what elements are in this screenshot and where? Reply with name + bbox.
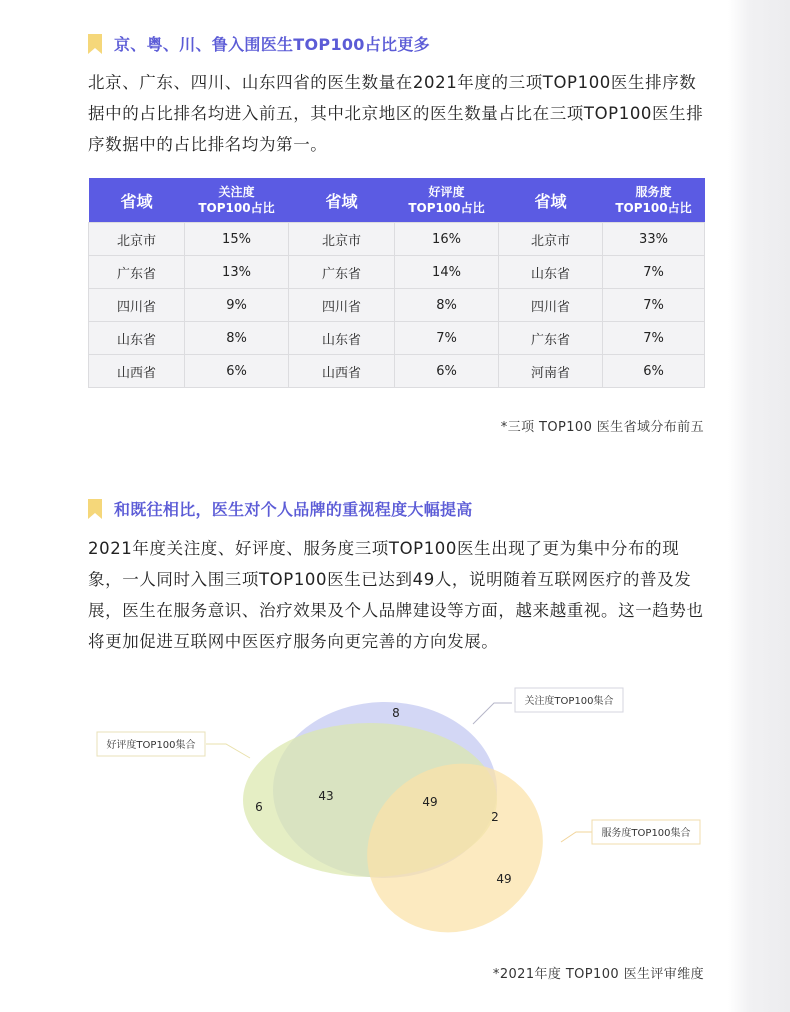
- table-cell: 9%: [185, 289, 289, 322]
- table-cell: 北京市: [289, 223, 395, 256]
- table-cell: 四川省: [499, 289, 603, 322]
- table-cell: 8%: [395, 289, 499, 322]
- section1-paragraph: 北京、广东、四川、山东四省的医生数量在2021年度的三项TOP100医生排序数据中的占比排名均进入前五，其中北京地区的医生数量占比在三项TOP100医生排序数据中的占比排名均为第一。: [88, 73, 704, 154]
- section2-heading: 和既往相比，医生对个人品牌的重视程度大幅提高: [114, 500, 473, 519]
- rating-leader-line: [206, 744, 250, 758]
- table-cell: 北京市: [89, 223, 185, 256]
- table-cell: 16%: [395, 223, 499, 256]
- col-header-province: 省域: [89, 178, 185, 223]
- count-attention-rating: 43: [318, 789, 334, 803]
- table-cell: 山东省: [499, 256, 603, 289]
- table-cell: 北京市: [499, 223, 603, 256]
- table-cell: 四川省: [89, 289, 185, 322]
- table-cell: 山东省: [89, 322, 185, 355]
- service-leader-line: [561, 832, 592, 842]
- table-cell: 山东省: [289, 322, 395, 355]
- count-rating-only: 6: [255, 800, 263, 814]
- col-header-attention-line2: TOP100占比: [198, 201, 275, 215]
- table-cell: 8%: [185, 322, 289, 355]
- table-cell: 7%: [603, 289, 705, 322]
- col-header-attention-line1: 关注度: [218, 185, 255, 199]
- col-header-service-line2: TOP100占比: [615, 201, 692, 215]
- col-header-province: 省域: [499, 178, 603, 223]
- count-attention-only: 8: [392, 706, 400, 720]
- section1-heading: 京、粤、川、鲁入围医生TOP100占比更多: [114, 35, 430, 54]
- table-cell: 四川省: [289, 289, 395, 322]
- col-header-rating-line1: 好评度: [428, 185, 465, 199]
- col-header-rating-line2: TOP100占比: [408, 201, 485, 215]
- count-all-three: 49: [422, 795, 438, 809]
- table-cell: 7%: [603, 322, 705, 355]
- col-header-service-line1: 服务度: [635, 185, 672, 199]
- table-cell: 广东省: [89, 256, 185, 289]
- table-cell: 13%: [185, 256, 289, 289]
- table-cell: 山西省: [289, 355, 395, 388]
- table-cell: 15%: [185, 223, 289, 256]
- section2-paragraph: 2021年度关注度、好评度、服务度三项TOP100医生出现了更为集中分布的现象，一人同时入围三项TOP100医生已达到49人，说明随着互联网医疗的普及发展，医生在服务意识、治疗效果及个人品牌建设等方面，越来越重视。这一趋势也将更加促进互联网中医医疗服务向更完善的方向发展。: [88, 539, 704, 651]
- table-cell: 6%: [185, 355, 289, 388]
- table-cell: 河南省: [499, 355, 603, 388]
- table-cell: 广东省: [289, 256, 395, 289]
- service-label: 服务度TOP100集合: [601, 828, 691, 839]
- table-cell: 33%: [603, 223, 705, 256]
- venn-footnote: *2021年度 TOP100 医生评审维度: [492, 967, 704, 982]
- count-attention-service: 2: [491, 810, 499, 824]
- rating-label: 好评度TOP100集合: [106, 740, 196, 751]
- table-cell: 广东省: [499, 322, 603, 355]
- attention-leader-line: [473, 703, 512, 724]
- table-cell: 14%: [395, 256, 499, 289]
- attention-label: 关注度TOP100集合: [524, 696, 614, 707]
- col-header-province: 省域: [289, 178, 395, 223]
- count-service-only: 49: [496, 872, 512, 886]
- table-cell: 6%: [395, 355, 499, 388]
- table-footnote: *三项 TOP100 医生省域分布前五: [500, 420, 704, 435]
- table-cell: 山西省: [89, 355, 185, 388]
- table-cell: 7%: [603, 256, 705, 289]
- table-cell: 6%: [603, 355, 705, 388]
- table-cell: 7%: [395, 322, 499, 355]
